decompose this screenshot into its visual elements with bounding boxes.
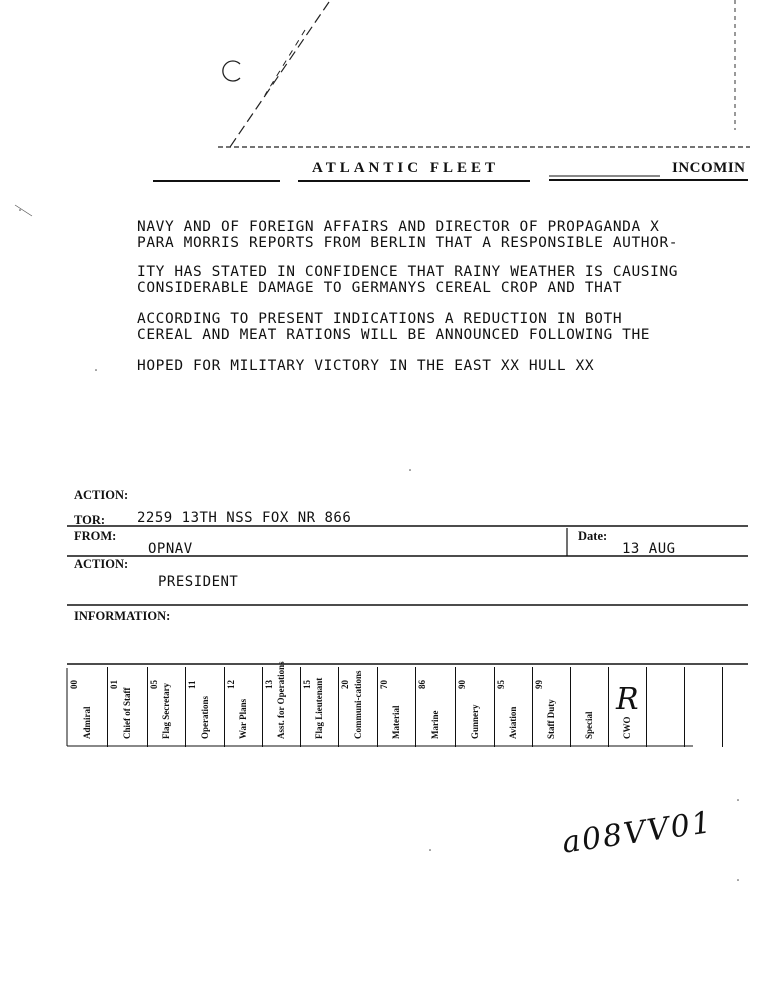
routing-cell (570, 667, 609, 747)
message-line: CEREAL AND MEAT RATIONS WILL BE ANNOUNCED FOLLOWING THE (137, 327, 651, 343)
message-line: HOPED FOR MILITARY VICTORY IN THE EAST XX HULL XX (137, 358, 595, 374)
message-line: CONSIDERABLE DAMAGE TO GERMANYS CEREAL CROP AND THAT (137, 280, 623, 296)
routing-cell (646, 667, 685, 747)
routing-code: 86 (417, 680, 427, 689)
tor-value: 2259 13TH NSS FOX NR 866 (137, 510, 352, 526)
routing-code: 90 (457, 680, 467, 689)
action2-label: ACTION: (74, 557, 129, 571)
routing-code: 13 (264, 680, 274, 689)
routing-code: 20 (340, 680, 350, 689)
message-line: ACCORDING TO PRESENT INDICATIONS A REDUCTION IN BOTH (137, 311, 623, 327)
routing-cell (147, 667, 186, 747)
archive-number: a08VV01 (560, 804, 715, 861)
action-label: ACTION: (74, 488, 129, 502)
message-line: ITY HAS STATED IN CONFIDENCE THAT RAINY WEATHER IS CAUSING (137, 264, 679, 280)
routing-cell (107, 667, 148, 747)
message-line: PARA MORRIS REPORTS FROM BERLIN THAT A RESPONSIBLE AUTHOR- (137, 235, 679, 251)
routing-code: 05 (149, 680, 159, 689)
routing-code: 95 (496, 680, 506, 689)
routing-name: Operations (199, 695, 210, 739)
date-value: 13 AUG (622, 541, 676, 557)
routing-code: 00 (69, 680, 79, 689)
routing-name: Flag Secretary (161, 682, 171, 739)
routing-code: 12 (226, 680, 236, 689)
routing-name: Staff Duty (546, 699, 556, 739)
routing-cell (224, 667, 263, 747)
routing-cell (494, 667, 533, 747)
routing-cell (684, 667, 723, 747)
routing-cell (415, 667, 456, 747)
information-label: INFORMATION: (74, 609, 171, 623)
tor-label: TOR: (74, 513, 106, 527)
routing-name: Special (584, 711, 594, 739)
routing-cell (67, 667, 108, 747)
routing-name: Admiral (82, 706, 92, 739)
routing-code: 70 (379, 680, 389, 689)
routing-name: Gunnery (469, 704, 480, 739)
cwo-handwritten-mark: R (616, 682, 639, 717)
routing-cell (377, 667, 416, 747)
routing-cell (300, 667, 339, 747)
routing-code: 15 (302, 680, 312, 689)
from-label: FROM: (74, 529, 117, 543)
routing-name: Material (391, 705, 401, 739)
routing-cell (338, 667, 378, 747)
routing-code: 01 (109, 680, 119, 689)
routing-name: War Plans (238, 698, 248, 739)
routing-cell (455, 667, 495, 747)
fleet-title: ATLANTIC FLEET (312, 160, 500, 176)
message-line: NAVY AND OF FOREIGN AFFAIRS AND DIRECTOR OF PROPAGANDA X (137, 219, 660, 235)
routing-name: Chief of Staff (122, 687, 132, 739)
routing-row (67, 661, 693, 747)
routing-code: 99 (534, 680, 544, 689)
routing-name: Communi-cations (352, 670, 363, 739)
incoming-label: INCOMIN (672, 160, 746, 176)
from-value: OPNAV (148, 541, 193, 557)
routing-cell (185, 667, 225, 747)
routing-code: 11 (187, 680, 197, 689)
routing-name: Asst. for Operations (276, 661, 286, 739)
routing-cell (262, 661, 301, 747)
action2-value: PRESIDENT (158, 574, 239, 590)
routing-name: CWO (622, 716, 632, 739)
date-label: Date: (578, 529, 608, 543)
routing-name: Marine (430, 710, 440, 739)
routing-cell (532, 667, 571, 747)
routing-name: Aviation (508, 706, 518, 739)
routing-name: Flag Lieutenant (314, 677, 324, 739)
